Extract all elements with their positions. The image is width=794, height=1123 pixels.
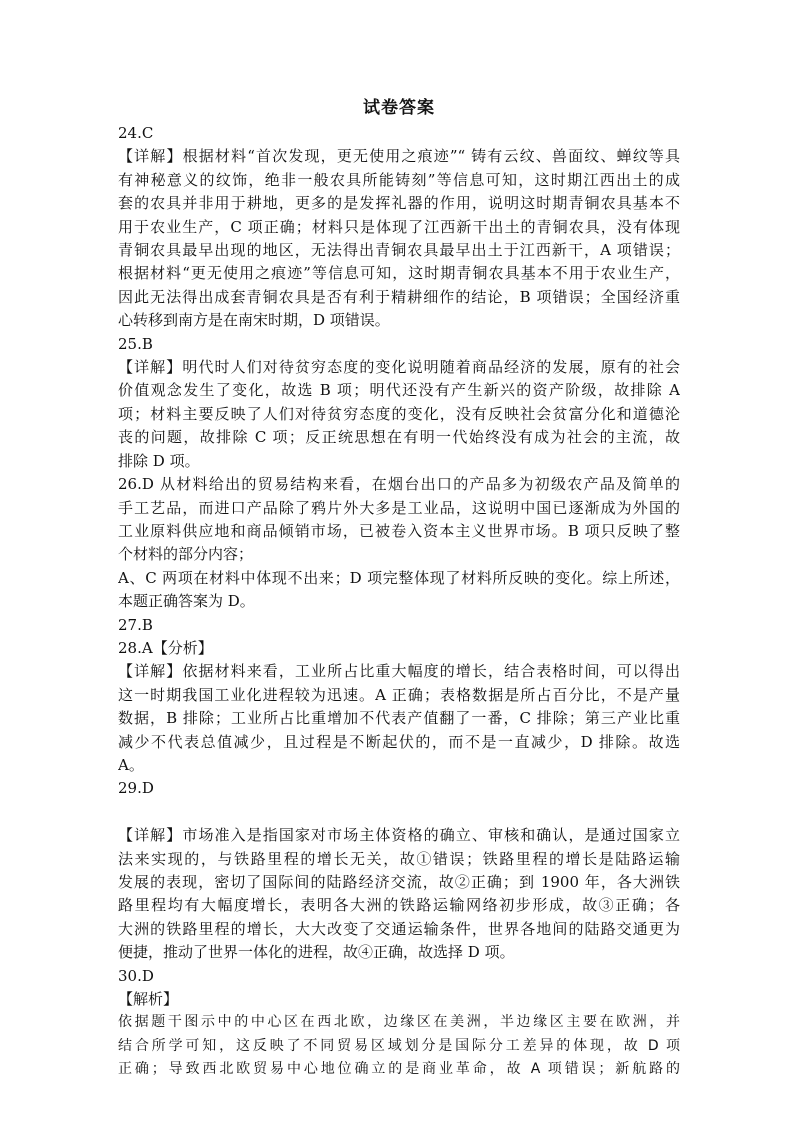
explanation-line: 根据材料“更无使用之痕迹”等信息可知，这时期青铜农具基本不用于农业生产， — [118, 264, 680, 283]
answer-number-28: 28.A【分析】 — [118, 638, 213, 657]
answer-number-27: 27.B — [118, 615, 153, 634]
explanation-line: 丧的问题，故排除 C 项；反正统思想在有明一代始终没有成为社会的主流，故 — [118, 428, 680, 447]
explanation-line: A、C 两项在材料中体现不出来；D 项完整体现了材料所反映的变化。综上所述， — [118, 568, 680, 587]
explanation-line: 【详解】市场准入是指国家对市场主体资格的确立、审核和确认，是通过国家立 — [118, 826, 680, 845]
explanation-line: 【详解】依据材料来看，工业所占比重大幅度的增长，结合表格时间，可以得出 — [118, 662, 680, 681]
explanation-line: 因此无法得出成套青铜农具是否有利于精耕细作的结论，B 项错误；全国经济重 — [118, 287, 680, 306]
explanation-line: 依据题干图示中的中心区在西北欧，边缘区在美洲，半边缘区主要在欧洲，并 — [118, 1014, 680, 1031]
page-title: 试卷答案 — [363, 98, 435, 118]
explanation-line: 有神秘意义的纹饰，绝非一般农具所能铸刻”等信息可知，这时期江西出土的成 — [118, 170, 680, 189]
answer-number-25: 25.B — [118, 334, 153, 353]
explanation-line: 项；材料主要反映了人们对待贫穷态度的变化，没有反映社会贫富分化和道德沦 — [118, 404, 680, 423]
explanation-line: 【详解】明代时人们对待贫穷态度的变化说明随着商品经济的发展，原有的社会 — [118, 358, 680, 377]
explanation-line: 青铜农具最早出现的地区，无法得出青铜农具最早出土于江西新干，A 项错误； — [118, 241, 680, 260]
explanation-line: 减少不代表总值减少，且过程是不断起伏的，而不是一直减少，D 排除。故选 — [118, 732, 680, 751]
explanation-line: 价值观念发生了变化，故选 B 项；明代还没有产生新兴的资产阶级，故排除 A — [118, 381, 680, 400]
explanation-line: 个材料的部分内容； — [118, 545, 254, 564]
explanation-line: A。 — [118, 755, 144, 774]
explanation-line: 【详解】根据材料“首次发现，更无使用之痕迹”“ 铸有云纹、兽面纹、蝉纹等具 — [118, 147, 680, 166]
explanation-line: 用于农业生产，C 项正确；材料只是体现了江西新干出土的青铜农具，没有体现 — [118, 217, 680, 236]
answer-number-26: 26.D 从材料给出的贸易结构来看，在烟台出口的产品多为初级农产品及简单的 — [118, 475, 680, 494]
explanation-line: 数据，B 排除；工业所占比重增加不代表产值翻了一番，C 排除；第三产业比重 — [118, 709, 680, 728]
explanation-line: 套的农具并非用于耕地，更多的是发挥礼器的作用，说明这时期青铜农具基本不 — [118, 194, 680, 213]
answer-sheet-page — [118, 96, 680, 1082]
explanation-line: 工业原料供应地和商品倾销市场，已被卷入资本主义世界市场。B 项只反映了整 — [118, 521, 680, 540]
explanation-line: 结合所学可知，这反映了不同贸易区域划分是国际分工差异的体现，故 D 项 — [118, 1037, 680, 1054]
blank-line — [118, 801, 680, 824]
explanation-line: 排除 D 项。 — [118, 451, 200, 470]
explanation-line: 正确；导致西北欧贸易中心地位确立的是商业革命，故 A 项错误；新航路的 — [118, 1061, 680, 1078]
answer-number-30: 30.D — [118, 966, 154, 985]
answer-number-29: 29.D — [118, 779, 154, 798]
explanation-line: 大洲的铁路里程的增长，大大改变了交通运输条件，世界各地间的陆路交通更为 — [118, 919, 680, 938]
explanation-line: 路里程均有大幅度增长，表明各大洲的铁路运输网络初步形成，故③正确；各 — [118, 896, 680, 915]
explanation-line: 心转移到南方是在南宋时期，D 项错误。 — [118, 311, 390, 330]
explanation-line: 本题正确答案为 D。 — [118, 592, 255, 611]
explanation-line: 这一时期我国工业化进程较为迅速。A 正确；表格数据是所占百分比，不是产量 — [118, 685, 680, 704]
explanation-line: 便捷，推动了世界一体化的进程，故④正确，故选择 D 项。 — [118, 943, 515, 962]
explanation-line: 发展的表现，密切了国际间的陆路经济交流，故②正确；到 1900 年，各大洲铁 — [118, 872, 680, 891]
answer-number-24: 24.C — [118, 124, 154, 142]
section-label-analysis: 【解析】 — [118, 990, 179, 1009]
explanation-line: 手工艺品，而进口产品除了鸦片外大多是工业品，这说明中国已逐渐成为外国的 — [118, 498, 680, 517]
explanation-line: 法来实现的，与铁路里程的增长无关，故①错误；铁路里程的增长是陆路运输 — [118, 849, 680, 868]
